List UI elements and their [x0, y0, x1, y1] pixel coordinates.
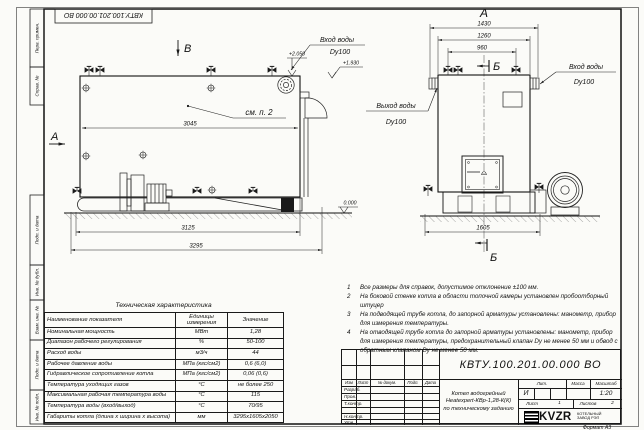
note-text: На отводящей трубе котла до запорной арматуры установлены: манометр, прибор для измерения температуры, предохранительный клапан Dy не менее 50 мм и обвод с обратным клапаном Dy не менее 50 мм.	[360, 329, 618, 354]
col-dokum: № докум.	[377, 380, 397, 385]
note-item	[344, 283, 620, 292]
lifting-lug-icon	[82, 152, 91, 161]
dim-1260: 1260	[477, 33, 491, 40]
spec-cell: 0,06 (0,6)	[228, 370, 284, 381]
spec-cell: 115	[228, 391, 284, 402]
spec-row	[45, 328, 284, 339]
side-view	[49, 36, 437, 254]
spec-cell: 50-100	[228, 338, 284, 349]
spec-cell: Номинальная мощность	[45, 328, 176, 339]
label-inv-podl: Инв. № подл.	[34, 392, 40, 422]
blower-fan	[530, 173, 583, 216]
note-text: На боковой стенке котла в области топочной камеры установлен пробоотборный штуцер	[360, 293, 609, 309]
note-item	[344, 310, 620, 328]
spec-col-units: Единицы измерения	[176, 313, 228, 328]
sheet-number: 1	[558, 401, 561, 406]
spec-cell: МПа (кгс/см2)	[176, 370, 228, 381]
spec-cell: не более 250	[228, 380, 284, 391]
sheet-label: Лист	[526, 401, 538, 406]
row-razrab: Разраб.	[344, 387, 361, 392]
spec-cell: °С	[176, 380, 228, 391]
row-tkontr: Т.контр.	[344, 401, 363, 406]
note-number: 1	[347, 284, 351, 291]
spec-cell: %	[176, 338, 228, 349]
front-view	[420, 6, 616, 264]
format-label: Формат А3	[582, 424, 612, 430]
dim-3125: 3125	[181, 225, 195, 232]
product-name-line3: по техническому заданию	[443, 405, 514, 412]
spec-cell: 44	[228, 349, 284, 360]
spec-row	[45, 349, 284, 360]
label-podp-data-1: Подп. и дата	[34, 215, 40, 245]
logo-text: KVZR	[539, 410, 572, 423]
lifting-lug-icon	[82, 84, 91, 93]
elev-1930: +1.930	[342, 60, 360, 67]
spec-cell: Габариты котла (длина х ширина х высота)	[45, 412, 176, 423]
spec-table	[44, 312, 284, 423]
scale-label: Масштаб	[595, 381, 617, 386]
spec-cell: Диапазон рабочего регулирования	[45, 338, 176, 349]
section-label-b-bottom: Б	[490, 252, 498, 264]
spec-cell: °С	[176, 402, 228, 413]
valve-icon	[193, 187, 202, 193]
view-label-a: А	[51, 131, 59, 143]
spec-row	[45, 380, 284, 391]
dim-3045: 3045	[183, 121, 197, 128]
spec-cell: 0,6 (6,0)	[228, 359, 284, 370]
title-doc-number: КВТУ.100.201.00.000 ВО	[459, 358, 602, 371]
spec-cell: Максимальная рабочая температура воды	[45, 391, 176, 402]
product-name-line2: Heatexpert-КВр-1,28-К(К)	[445, 398, 512, 405]
logo-subtitle	[577, 412, 601, 421]
sheets-label: Листов	[579, 401, 597, 406]
col-list: Лист	[357, 380, 369, 385]
furnace-door	[462, 156, 503, 193]
dim-3295: 3295	[189, 243, 203, 250]
spec-cell: Расход воды	[45, 349, 176, 360]
logo-subtitle-line2: ЗАВОД РЭП	[577, 415, 600, 421]
row-prov: Пров.	[344, 394, 357, 399]
outlet-elbow	[300, 92, 327, 197]
note-text: Все размеры для справок, допустимое отклонение ±100 мм.	[360, 284, 539, 291]
row-nkontr: Н.контр.	[344, 413, 364, 419]
inlet-water-label-front: Вход воды	[569, 64, 603, 71]
massa-label: Масса	[571, 381, 585, 386]
doc-number-top: КВТУ.100.201.00.000 ВО	[63, 11, 144, 18]
spec-header-row	[45, 313, 284, 328]
outlet-water-label: Выход воды	[376, 103, 416, 110]
view-label-a-front: А	[480, 6, 489, 20]
scale-value: 1:20	[599, 390, 613, 397]
company-logo	[518, 408, 622, 425]
label-vzam-inv: Взам. инв. №	[34, 305, 40, 335]
spec-row	[45, 359, 284, 370]
note-number: 3	[347, 311, 351, 318]
spec-cell: 70/95	[228, 402, 284, 413]
logo-subtitle-line1: КОТЕЛЬНЫЙ	[577, 410, 602, 416]
inlet-water-dn: Dy100	[329, 49, 351, 56]
spec-cell: МПа (кгс/см2)	[176, 359, 228, 370]
note-number: 4	[347, 329, 351, 336]
spec-cell: м3/ч	[176, 349, 228, 360]
valve-icon	[249, 187, 258, 193]
spec-cell: МВт	[176, 328, 228, 339]
col-izm: Изм	[345, 380, 353, 385]
row-utv: Утв.	[344, 419, 355, 425]
lifting-lug-icon	[207, 84, 216, 93]
product-name	[440, 380, 517, 424]
inlet-water-label: Вход воды	[320, 37, 354, 44]
spec-cell: Температура воды (вход/выход)	[45, 402, 176, 413]
spec-row	[45, 391, 284, 402]
view-label-b: В	[184, 43, 192, 55]
lit-label: Лит.	[536, 381, 548, 386]
col-data: Дата	[424, 380, 437, 385]
elev-0: 0.000	[343, 200, 357, 207]
title-block	[341, 349, 621, 424]
spec-row	[45, 402, 284, 413]
dim-1430: 1430	[477, 21, 491, 28]
spec-row	[45, 338, 284, 349]
elev-2050: +2.050	[288, 51, 306, 58]
note-number: 2	[347, 293, 351, 300]
spec-col-value: Значение	[228, 313, 284, 328]
spec-cell: Гидравлическое сопротивление котла	[45, 370, 176, 381]
label-podp-data-2: Подп. и дата	[34, 350, 40, 380]
spec-row	[45, 370, 284, 381]
spec-cell: °С	[176, 391, 228, 402]
spec-row	[45, 412, 284, 423]
doc-number-top-box	[55, 9, 152, 23]
note-text: На подводящей трубе котла, до запорной арматуры установлены: манометр, прибор для измерения температуры.	[360, 311, 617, 327]
lifting-lug-icon	[139, 151, 148, 160]
section-label-b-top: Б	[493, 61, 501, 73]
label-inv-dubl: Инв. № дубл.	[34, 267, 40, 297]
spec-table-title: Техническая характеристика	[115, 302, 212, 309]
note-item	[344, 292, 620, 310]
spec-col-name: Наименование показателя	[45, 313, 176, 328]
dim-1605: 1605	[476, 225, 490, 232]
dim-960: 960	[476, 45, 488, 52]
see-note-label: см. п. 2	[245, 108, 273, 117]
sheets-number: 2	[611, 401, 614, 406]
notes-list	[344, 283, 620, 355]
spec-cell: Рабочее давление воды	[45, 359, 176, 370]
fan-motor-assembly	[120, 173, 172, 211]
spec-cell: Температура уходящих газов	[45, 380, 176, 391]
logo-bars-icon	[524, 411, 539, 424]
spec-cell: 3295х1605х2050	[228, 412, 284, 423]
lit-value: И	[523, 390, 529, 397]
outlet-water-dn: Dy100	[385, 119, 407, 126]
col-podp: Подп.	[407, 380, 419, 385]
product-name-line1: Котел водогрейный	[451, 390, 506, 397]
lifting-lug-icon	[208, 186, 217, 195]
spec-cell: 1,28	[228, 328, 284, 339]
inlet-water-dn-front: Dy100	[573, 79, 595, 86]
inlet-flange	[278, 77, 294, 93]
spec-cell: мм	[176, 412, 228, 423]
label-sprav-no: Справ. №	[34, 75, 40, 97]
label-perv-primen: Перв. примен.	[34, 22, 40, 54]
frame-column-labels	[30, 9, 44, 424]
